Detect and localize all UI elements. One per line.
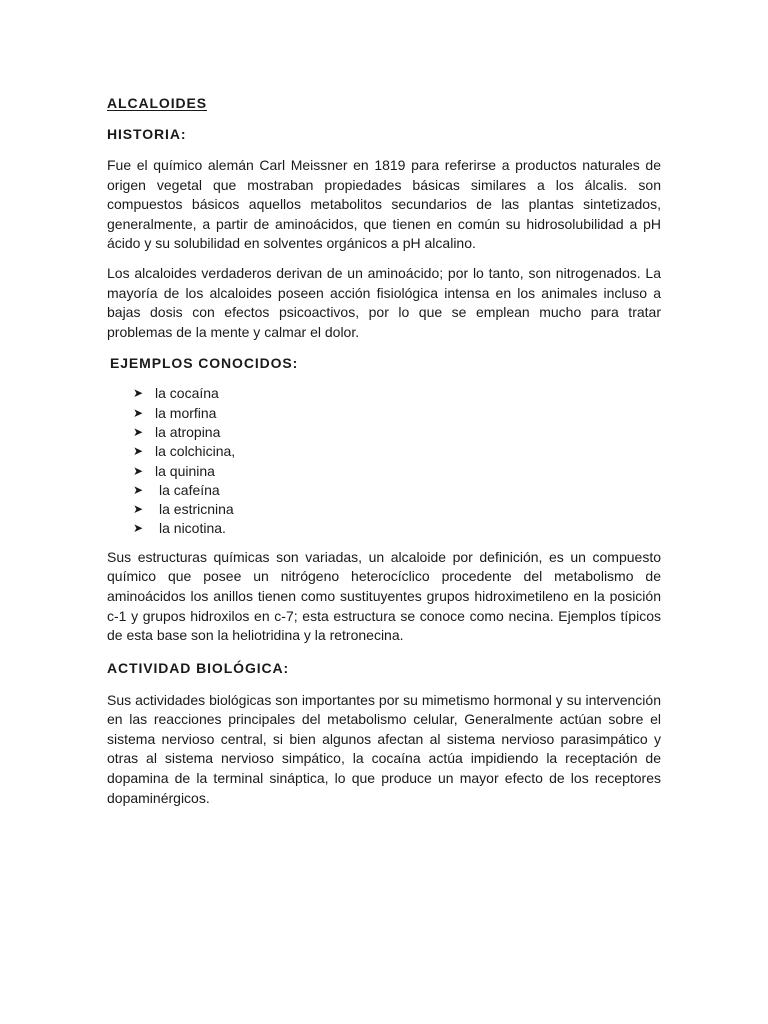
estructuras-paragraph: Sus estructuras químicas son variadas, un alcaloide por definición, es un compuesto químico que posee un nitrógeno heterocíclico procedente del metabolismo de aminoácidos los anillos tienen como sustituyentes grupos hidroximetileno en la posición c-1 y grupos hidroxilos en c-7; esta estructura se conoce como necina. Ejemplos típicos de esta base son la heliotridina y la retronecina.	[107, 548, 661, 644]
actividad-paragraph: Sus actividades biológicas son importantes por su mimetismo hormonal y su intervención en las reacciones principales del metabolismo celular, Generalmente actúan sobre el sistema nervioso central, si bien algunos afectan al sistema nervioso parasimpático y otras al sistema nervioso simpático, la cocaína actúa impidiendo la receptación de dopamina de la terminal sináptica, lo que produce un mayor efecto de los receptores dopaminérgicos.	[107, 691, 661, 806]
actividad-heading: ACTIVIDAD BIOLÓGICA:	[107, 659, 290, 676]
document-title: ALCALOIDES	[107, 95, 207, 111]
list-item-label: la cocaína	[155, 385, 219, 402]
document-page	[107, 94, 661, 808]
list-item	[133, 519, 661, 538]
list-item	[133, 481, 661, 500]
list-item	[133, 462, 661, 481]
list-item	[133, 442, 661, 461]
list-item-label: la estricnina	[159, 501, 234, 518]
historia-paragraph-2: Los alcaloides verdaderos derivan de un aminoácido; por lo tanto, son nitrogenados. La mayoría de los alcaloides poseen acción fisiológica intensa en los animales incluso a bajas dosis con efectos psicoactivos, por lo que se emplean mucho para tratar problemas de la mente y calmar el dolor.	[107, 264, 661, 340]
arrow-bullet-icon: ➤	[133, 463, 144, 478]
historia-heading: HISTORIA:	[107, 126, 187, 142]
arrow-bullet-icon: ➤	[133, 521, 144, 536]
list-item	[133, 384, 661, 403]
arrow-bullet-icon: ➤	[133, 424, 144, 439]
historia-paragraph-1: Fue el químico alemán Carl Meissner en 1819 para referirse a productos naturales de origen vegetal que mostraban propiedades básicas similares a los álcalis. son compuestos básicos aquellos metabolitos secundarios de las plantas sintetizados, generalmente, a partir de aminoácidos, que tienen en común su hidrosolubilidad a pH ácido y su solubilidad en solventes orgánicos a pH alcalino.	[107, 157, 661, 252]
arrow-bullet-icon: ➤	[133, 405, 144, 420]
list-item-label: la atropina	[155, 423, 221, 440]
list-item-label: la quinina	[155, 462, 215, 479]
arrow-bullet-icon: ➤	[133, 502, 144, 517]
list-item	[133, 423, 661, 442]
arrow-bullet-icon: ➤	[133, 444, 144, 459]
list-item	[133, 500, 661, 519]
list-item-label: la morfina	[155, 404, 217, 421]
arrow-bullet-icon: ➤	[133, 482, 144, 497]
examples-list	[107, 384, 661, 538]
ejemplos-heading: EJEMPLOS CONOCIDOS:	[110, 355, 299, 372]
list-item	[133, 404, 661, 423]
list-item-label: la cafeína	[159, 481, 220, 498]
list-item-label: la colchicina,	[155, 443, 236, 460]
arrow-bullet-icon: ➤	[133, 386, 144, 401]
list-item-label: la nicotina.	[159, 520, 226, 537]
